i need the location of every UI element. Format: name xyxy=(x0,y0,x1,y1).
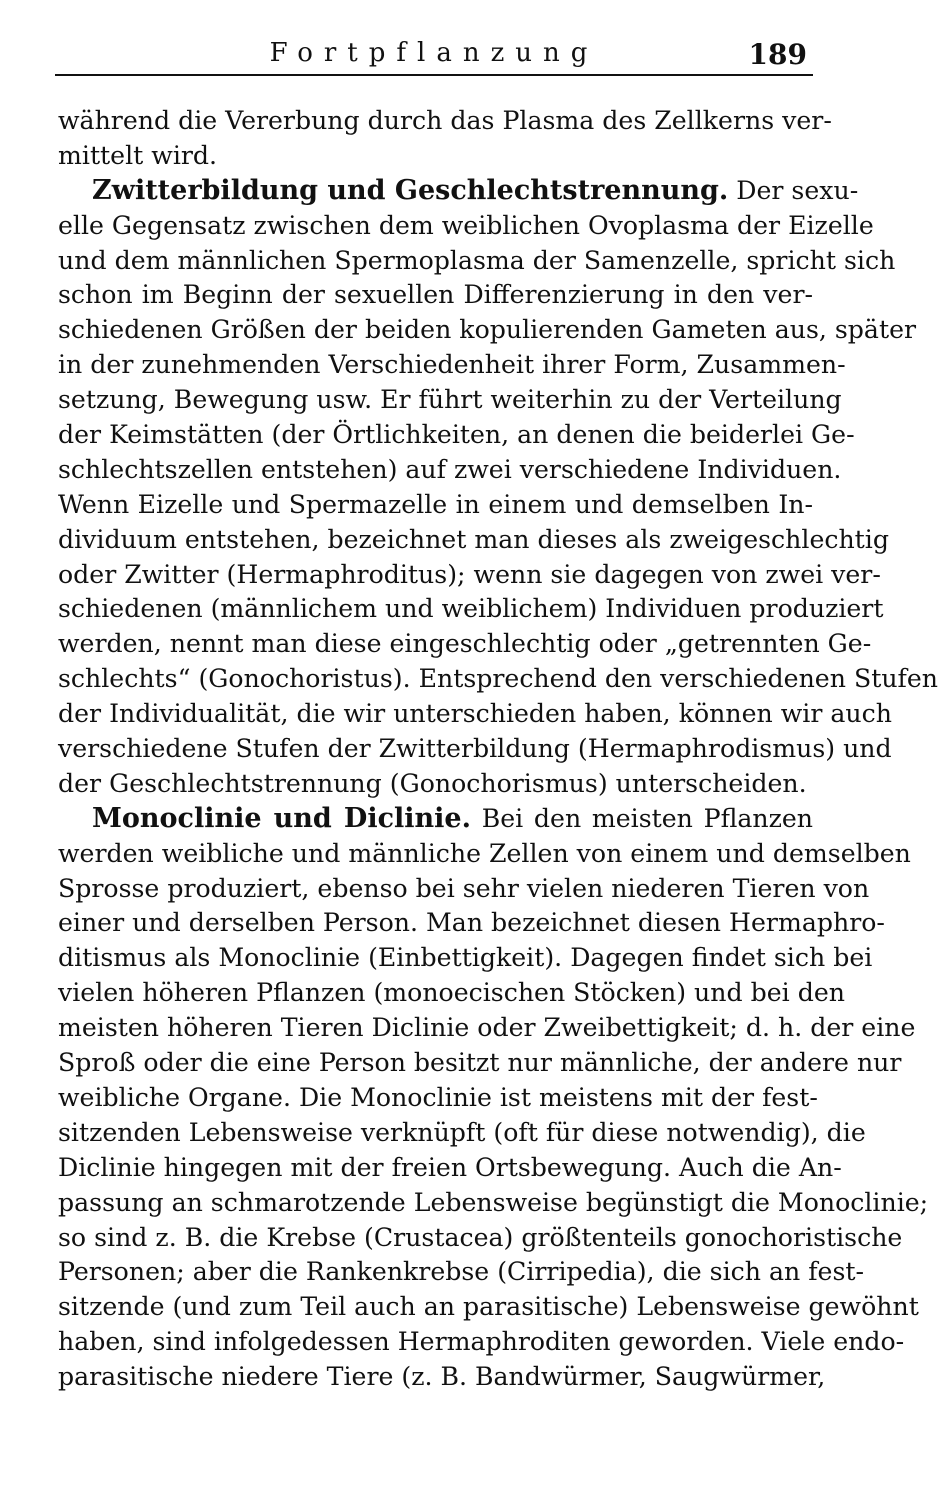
text-line: parasitische niedere Tiere (z. B. Bandwürmer, Saugwürmer, xyxy=(58,1362,826,1392)
text-line: meisten höheren Tieren Diclinie oder Zweibettigkeit; d. h. der eine xyxy=(58,1013,916,1043)
text-line: haben, sind infolgedessen Hermaphroditen geworden. Viele endo- xyxy=(58,1327,905,1357)
section-heading-line xyxy=(58,174,859,209)
text-line: der Keimstätten (der Örtlichkeiten, an denen die beiderlei Ge- xyxy=(58,420,855,450)
text-line: schlechts“ (Gonochoristus). Entsprechend den verschiedenen Stufen xyxy=(58,664,938,694)
page-number: 189 xyxy=(748,38,807,71)
text-line: verschiedene Stufen der Zwitterbildung (Hermaphrodismus) und xyxy=(58,734,892,764)
text-line: weibliche Organe. Die Monoclinie ist meistens mit der fest- xyxy=(58,1082,818,1112)
section-heading-monoclinie: Monoclinie und Diclinie. xyxy=(92,802,472,834)
text-line: werden, nennt man diese eingeschlechtig oder „getrennten Ge- xyxy=(58,629,872,659)
text-line: während die Vererbung durch das Plasma des Zellkerns ver- xyxy=(58,106,832,135)
text-line: sitzenden Lebensweise verknüpft (oft für diese notwendig), die xyxy=(58,1117,866,1147)
text-line: mittelt wird. xyxy=(58,140,218,170)
text-line: der Individualität, die wir unterschieden haben, können wir auch xyxy=(58,699,892,729)
text-line: vielen höheren Pflanzen (monoecischen Stöcken) und bei den xyxy=(58,978,845,1008)
page-header xyxy=(55,34,813,76)
text-line: dividuum entstehen, bezeichnet man dieses als zweigeschlechtig xyxy=(58,524,889,554)
section-heading-zwitterbildung: Zwitterbildung und Geschlechtstrennung. xyxy=(92,174,729,206)
text-run: Bei den meisten Pflanzen xyxy=(471,803,814,833)
text-line: Wenn Eizelle und Spermazelle in einem und demselben In- xyxy=(58,489,813,519)
text-line: schon im Beginn der sexuellen Differenzierung in den ver- xyxy=(58,280,813,310)
text-line: oder Zwitter (Hermaphroditus); wenn sie dagegen von zwei ver- xyxy=(58,559,881,589)
text-line: sitzende (und zum Teil auch an parasitische) Lebensweise gewöhnt xyxy=(58,1292,919,1322)
text-line: und dem männlichen Spermoplasma der Samenzelle, spricht sich xyxy=(58,245,896,275)
text-line: Diclinie hingegen mit der freien Ortsbewegung. Auch die An- xyxy=(58,1152,842,1182)
text-line: Sproß oder die eine Person besitzt nur männliche, der andere nur xyxy=(58,1048,902,1078)
section-heading-line xyxy=(58,802,813,837)
text-line: einer und derselben Person. Man bezeichnet diesen Hermaphro- xyxy=(58,908,885,938)
text-line: Personen; aber die Rankenkrebse (Cirripedia), die sich an fest- xyxy=(58,1257,865,1287)
text-line: der Geschlechtstrennung (Gonochorismus) unterscheiden. xyxy=(58,768,807,798)
text-line: elle Gegensatz zwischen dem weiblichen Ovoplasma der Eizelle xyxy=(58,210,874,240)
text-line: werden weibliche und männliche Zellen von einem und demselben xyxy=(58,838,911,868)
text-line: schlechtszellen entstehen) auf zwei verschiedene Individuen. xyxy=(58,454,842,484)
text-line: so sind z. B. die Krebse (Crustacea) größtenteils gonochoristische xyxy=(58,1222,903,1252)
text-run: Der sexu- xyxy=(728,175,859,205)
body-text xyxy=(58,104,938,1395)
running-title: Fortpflanzung xyxy=(269,38,599,68)
text-line: schiedenen (männlichem und weiblichem) Individuen produziert xyxy=(58,594,884,624)
text-line: passung an schmarotzende Lebensweise begünstigt die Monoclinie; xyxy=(58,1187,929,1217)
text-line: schiedenen Größen der beiden kopulierenden Gameten aus, später xyxy=(58,315,917,345)
text-line: ditismus als Monoclinie (Einbettigkeit). Dagegen findet sich bei xyxy=(58,943,873,973)
text-line: setzung, Bewegung usw. Er führt weiterhin zu der Verteilung xyxy=(58,385,842,415)
text-line: in der zunehmenden Verschiedenheit ihrer Form, Zusammen- xyxy=(58,350,846,380)
text-line: Sprosse produziert, ebenso bei sehr vielen niederen Tieren von xyxy=(58,873,870,903)
